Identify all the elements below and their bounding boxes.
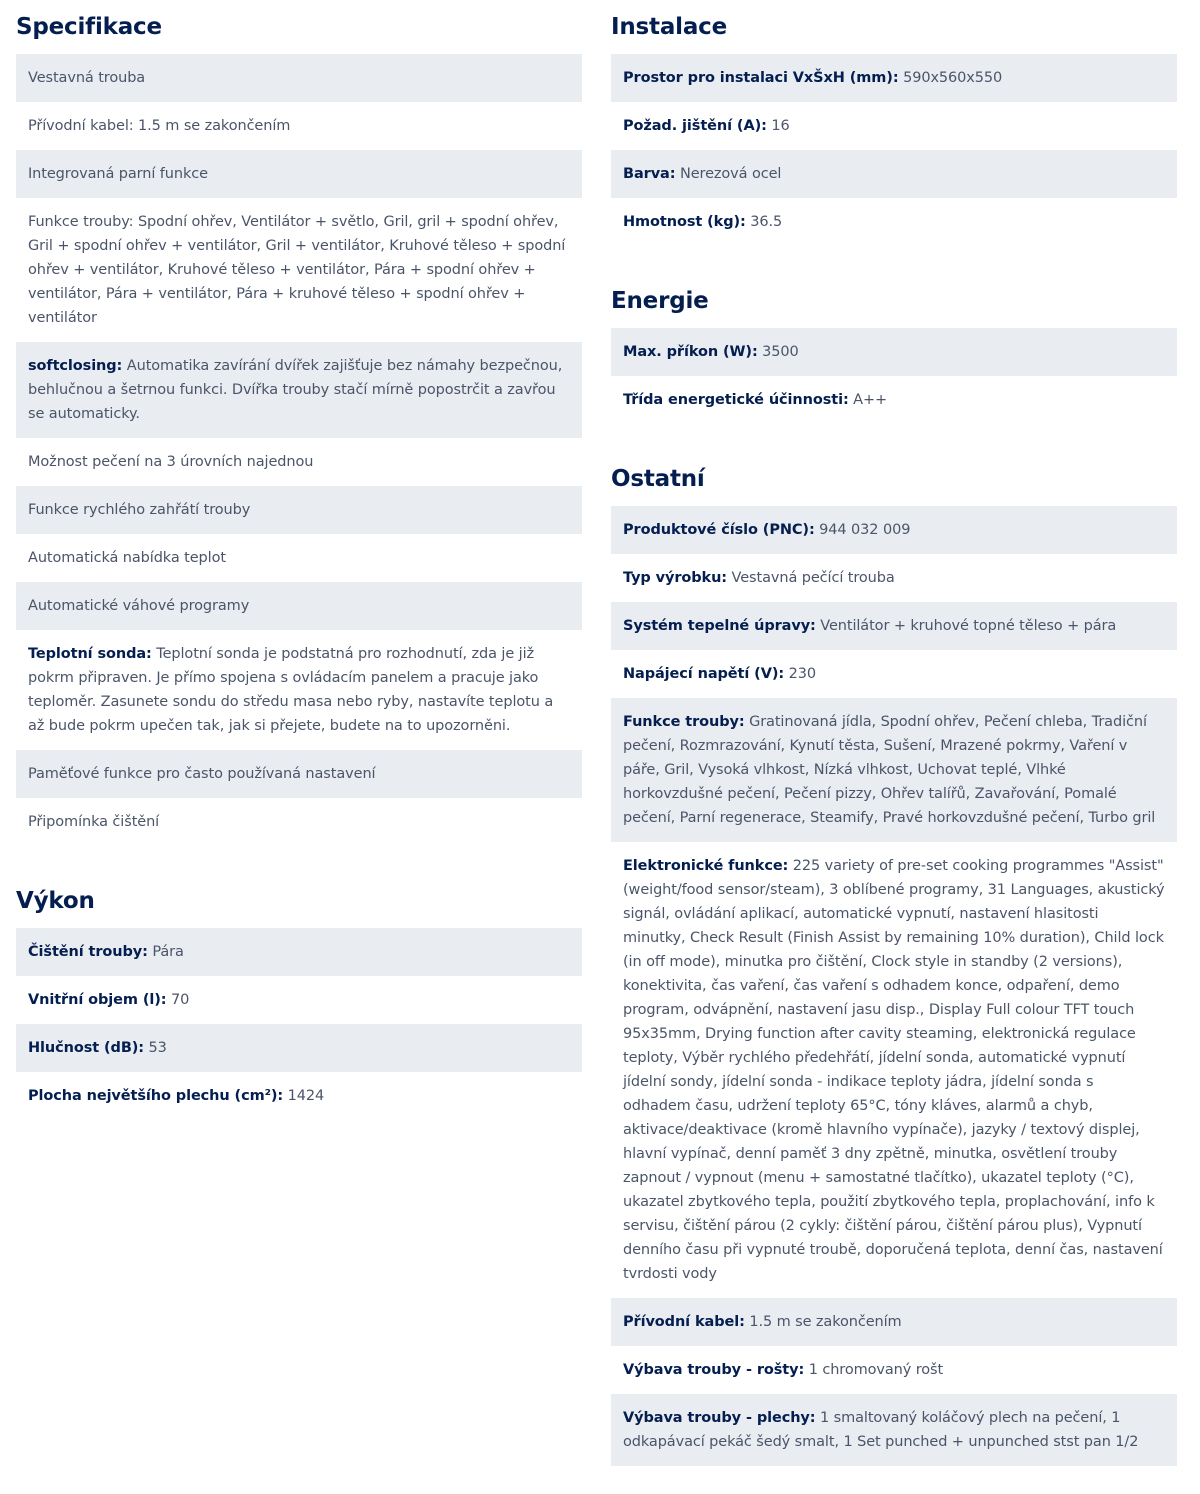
- section-title: Výkon: [16, 888, 95, 914]
- spec-value: Nerezová ocel: [679, 166, 782, 182]
- spec-row: [611, 376, 1177, 424]
- spec-value: Možnost pečení na 3 úrovních najednou: [28, 454, 314, 470]
- spec-row: [611, 602, 1177, 650]
- spec-label: Hmotnost (kg):: [623, 214, 746, 230]
- spec-value: Pára: [152, 944, 184, 960]
- spec-value: 1 chromovaný rošt: [808, 1362, 944, 1378]
- section-instalace: [611, 0, 1177, 246]
- spec-row: [16, 1072, 582, 1120]
- spec-value: Přívodní kabel: 1.5 m se zakončením: [28, 118, 291, 134]
- spec-list: [16, 928, 582, 1120]
- spec-list: [611, 54, 1177, 246]
- spec-row: [16, 150, 582, 198]
- spec-row: [16, 438, 582, 486]
- spec-value: 3500: [762, 344, 799, 360]
- spec-value: 1 smaltovaný koláčový plech na pečení, 1 odkapávací pekáč šedý smalt, 1 Set punched + unpunched stst pan 1/2: [623, 1410, 1139, 1450]
- spec-row: [16, 582, 582, 630]
- spec-label: softclosing:: [28, 358, 123, 374]
- spec-row: [611, 842, 1177, 1298]
- spec-label: Barva:: [623, 166, 676, 182]
- spec-row: [611, 698, 1177, 842]
- spec-row: [16, 534, 582, 582]
- right-column: [611, 0, 1177, 1494]
- spec-value: Automatická nabídka teplot: [28, 550, 226, 566]
- spec-list: [611, 506, 1177, 1466]
- spec-value: A++: [853, 392, 888, 408]
- spec-label: Přívodní kabel:: [623, 1314, 745, 1330]
- spec-label: Vnitřní objem (l):: [28, 992, 167, 1008]
- spec-value: 225 variety of pre-set cooking programmes "Assist" (weight/food sensor/steam), 3 oblíbené programy, 31 Languages, akustický signál, ovládání aplikací, automatické vypnutí, nastavení hlasitosti minutky, Check Result (Finish Assist by remaining 10% duration), Child lock (in off mode), minutka pro čištění, Clock style in standby (2 versions), konektivita, čas vaření, čas vaření s odhadem konce, odpaření, demo program, odvápnění, nastavení jasu disp., Display Full colour TFT touch 95x35mm, Drying function after cavity steaming, elektronická regulace teploty, Výběr rychlého předehřátí, jídelní sonda, automatické vypnutí jídelní sondy, jídelní sonda - indikace teploty jádra, jídelní sonda s odhadem času, udržení teploty 65°C, tóny kláves, alarmů a chyb, aktivace/deaktivace (kromě hlavního vypínače), jazyky / textový displej, hlavní vypínač, denní paměť 3 dny zpětně, minutka, osvětlení trouby zapnout / vypnout (menu + samostatné tlačítko), ukazatel teploty (°C), ukazatel zbytkového tepla, použití zbytkového tepla, proplachování, info k servisu, čištění párou (2 cykly: čištění párou, čištění párou plus), Vypnutí denního času při vypnuté troubě, doporučená teplota, denní čas, nastavení tvrdosti vody: [623, 858, 1165, 1282]
- spec-row: [16, 486, 582, 534]
- spec-value: 53: [148, 1040, 167, 1056]
- spec-label: Max. příkon (W):: [623, 344, 758, 360]
- spec-value: Funkce trouby: Spodní ohřev, Ventilátor + světlo, Gril, gril + spodní ohřev, Gril + spodní ohřev + ventilátor, Gril + ventilátor, Kruhové těleso + spodní ohřev + ventilátor, Kruhové těleso + ventilátor, Pára + spodní ohřev + ventilátor, Pára + ventilátor, Pára + kruhové těleso + spodní ohřev + ventilátor: [28, 214, 566, 326]
- spec-value: Gratinovaná jídla, Spodní ohřev, Pečení chleba, Tradiční pečení, Rozmrazování, Kynutí těsta, Sušení, Mrazené pokrmy, Vaření v páře, Gril, Vysoká vlhkost, Nízká vlhkost, Uchovat teplé, Vlhké horkovzdušné pečení, Pečení pizzy, Ohřev talířů, Zavařování, Pomalé pečení, Parní regenerace, Steamify, Pravé horkovzdušné pečení, Turbo gril: [623, 714, 1156, 826]
- spec-row: [16, 750, 582, 798]
- left-column: [16, 0, 582, 1148]
- spec-row: [16, 54, 582, 102]
- spec-label: Hlučnost (dB):: [28, 1040, 145, 1056]
- section-title: Instalace: [611, 14, 727, 40]
- spec-label: Požad. jištění (A):: [623, 118, 767, 134]
- spec-row: [16, 198, 582, 342]
- spec-row: [611, 554, 1177, 602]
- spec-row: [611, 1346, 1177, 1394]
- section-ostatni: [611, 452, 1177, 1466]
- spec-value: 36.5: [750, 214, 783, 230]
- spec-value: Teplotní sonda je podstatná pro rozhodnutí, zda je již pokrm připraven. Je přímo spojena s ovládacím panelem a pracuje jako teploměr. Zasunete sondu do středu masa nebo ryby, nastavíte teplotu a až bude pokrm upečen tak, jak si přejete, budete na to upozorněni.: [28, 646, 554, 734]
- spec-row: [611, 150, 1177, 198]
- spec-value: 230: [788, 666, 816, 682]
- spec-row: [611, 1298, 1177, 1346]
- spec-label: Elektronické funkce:: [623, 858, 789, 874]
- spec-value: 16: [771, 118, 790, 134]
- spec-label: Teplotní sonda:: [28, 646, 152, 662]
- spec-row: [16, 976, 582, 1024]
- spec-value: 944 032 009: [819, 522, 911, 538]
- section-vykon: [16, 874, 582, 1120]
- spec-value: 70: [170, 992, 190, 1008]
- spec-row: [611, 506, 1177, 554]
- spec-row: [16, 630, 582, 750]
- spec-row: [16, 798, 582, 846]
- spec-row: [16, 928, 582, 976]
- section-energie: [611, 274, 1177, 424]
- spec-value: Paměťové funkce pro často používaná nastavení: [28, 766, 376, 782]
- spec-row: [611, 54, 1177, 102]
- spec-label: Produktové číslo (PNC):: [623, 522, 815, 538]
- spec-value: Ventilátor + kruhové topné těleso + pára: [820, 618, 1117, 634]
- spec-value: Vestavná trouba: [28, 70, 146, 86]
- spec-list: [611, 328, 1177, 424]
- section-title: Ostatní: [611, 466, 705, 492]
- spec-row: [611, 650, 1177, 698]
- spec-row: [16, 102, 582, 150]
- spec-row: [611, 328, 1177, 376]
- spec-label: Typ výrobku:: [623, 570, 728, 586]
- spec-label: Napájecí napětí (V):: [623, 666, 785, 682]
- section-title: Specifikace: [16, 14, 162, 40]
- spec-value: 590x560x550: [903, 70, 1003, 86]
- section-specifikace: [16, 0, 582, 846]
- spec-value: 1424: [287, 1088, 325, 1104]
- spec-label: Výbava trouby - plechy:: [623, 1410, 816, 1426]
- spec-row: [611, 1394, 1177, 1466]
- spec-row: [611, 198, 1177, 246]
- spec-row: [16, 1024, 582, 1072]
- spec-value: 1.5 m se zakončením: [749, 1314, 902, 1330]
- spec-value: Automatika zavírání dvířek zajišťuje bez námahy bezpečnou, behlučnou a šetrnou funkci. Dvířka trouby stačí mírně popostrčit a zavřou se automaticky.: [28, 358, 563, 422]
- spec-label: Funkce trouby:: [623, 714, 745, 730]
- spec-value: Automatické váhové programy: [28, 598, 250, 614]
- spec-row: [16, 342, 582, 438]
- spec-label: Prostor pro instalaci VxŠxH (mm):: [623, 70, 899, 86]
- spec-label: Výbava trouby - rošty:: [623, 1362, 805, 1378]
- section-title: Energie: [611, 288, 709, 314]
- spec-label: Čištění trouby:: [28, 944, 148, 960]
- spec-value: Funkce rychlého zahřátí trouby: [28, 502, 251, 518]
- spec-value: Integrovaná parní funkce: [28, 166, 208, 182]
- spec-row: [611, 102, 1177, 150]
- spec-list: [16, 54, 582, 846]
- spec-label: Systém tepelné úpravy:: [623, 618, 816, 634]
- spec-value: Připomínka čištění: [28, 814, 160, 830]
- spec-value: Vestavná pečící trouba: [731, 570, 895, 586]
- spec-label: Plocha největšího plechu (cm²):: [28, 1088, 284, 1104]
- spec-label: Třída energetické účinnosti:: [623, 392, 849, 408]
